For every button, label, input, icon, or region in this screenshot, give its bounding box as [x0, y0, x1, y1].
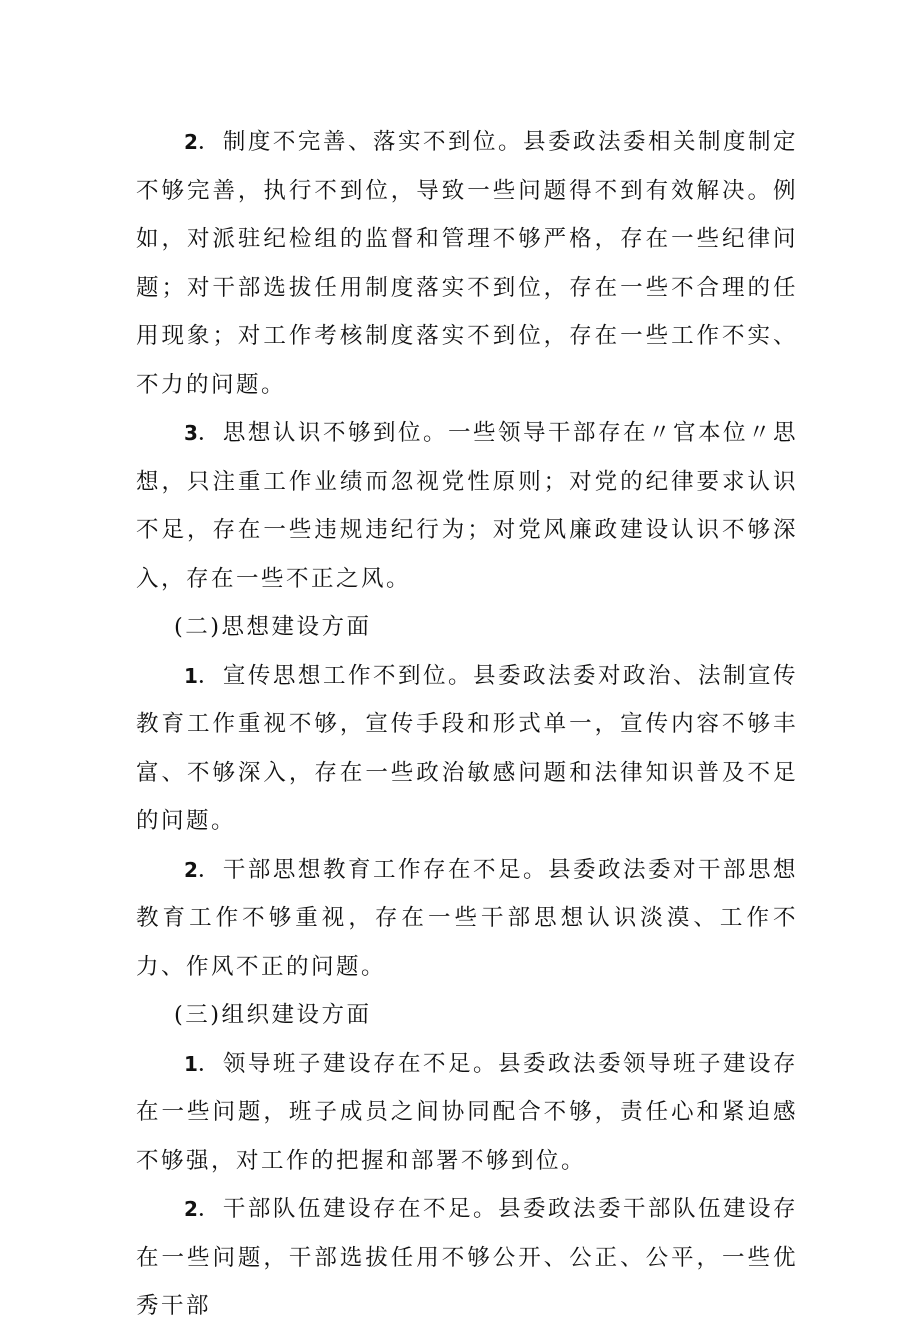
item-number: 1	[184, 663, 198, 688]
document-body	[136, 118, 798, 1331]
section-heading-ideological-building: (二)思想建设方面	[174, 614, 372, 640]
paragraph-system-imperfect	[136, 118, 798, 409]
paragraph-text: ．宣传思想工作不到位。县委政法委对政治、法制宣传教育工作重视不够，宣传手段和形式单一，宣传内容不够丰富、不够深入，存在一些政治敏感问题和法律知识普及不足的问题。	[136, 662, 798, 834]
item-number: 3	[184, 421, 198, 445]
paragraph-leadership-team	[136, 1040, 798, 1186]
paragraph-text: ．干部队伍建设存在不足。县委政法委干部队伍建设存在一些问题，干部选拔任用不够公开、公正、公平，一些优秀干部	[136, 1196, 798, 1319]
item-number: 1	[184, 1051, 198, 1076]
paragraph-ideological-awareness	[136, 409, 798, 603]
paragraph-publicity-work	[136, 652, 798, 846]
item-number: 2	[184, 1197, 198, 1221]
section-heading-organizational-building: (三)组织建设方面	[174, 1002, 372, 1028]
item-number: 2	[184, 130, 198, 154]
paragraph-cadre-team	[136, 1185, 798, 1331]
paragraph-text: ．领导班子建设存在不足。县委政法委领导班子建设存在一些问题，班子成员之间协同配合不够，责任心和紧迫感不够强，对工作的把握和部署不够到位。	[136, 1050, 798, 1174]
paragraph-text: ．制度不完善、落实不到位。县委政法委相关制度制定不够完善，执行不到位，导致一些问题得不到有效解决。例如，对派驻纪检组的监督和管理不够严格，存在一些纪律问题；对干部选拔任用制度落实不到位，存在一些不合理的任用现象；对工作考核制度落实不到位，存在一些工作不实、不力的问题。	[136, 129, 798, 398]
item-number: 2	[184, 857, 198, 882]
paragraph-text: ．干部思想教育工作存在不足。县委政法委对干部思想教育工作不够重视，存在一些干部思想认识淡漠、工作不力、作风不正的问题。	[136, 856, 798, 980]
paragraph-cadre-education	[136, 846, 798, 992]
paragraph-text: ．思想认识不够到位。一些领导干部存在〃官本位〃思想，只注重工作业绩而忽视党性原则；对党的纪律要求认识不足，存在一些违规违纪行为；对党风廉政建设认识不够深入，存在一些不正之风。	[136, 420, 798, 592]
